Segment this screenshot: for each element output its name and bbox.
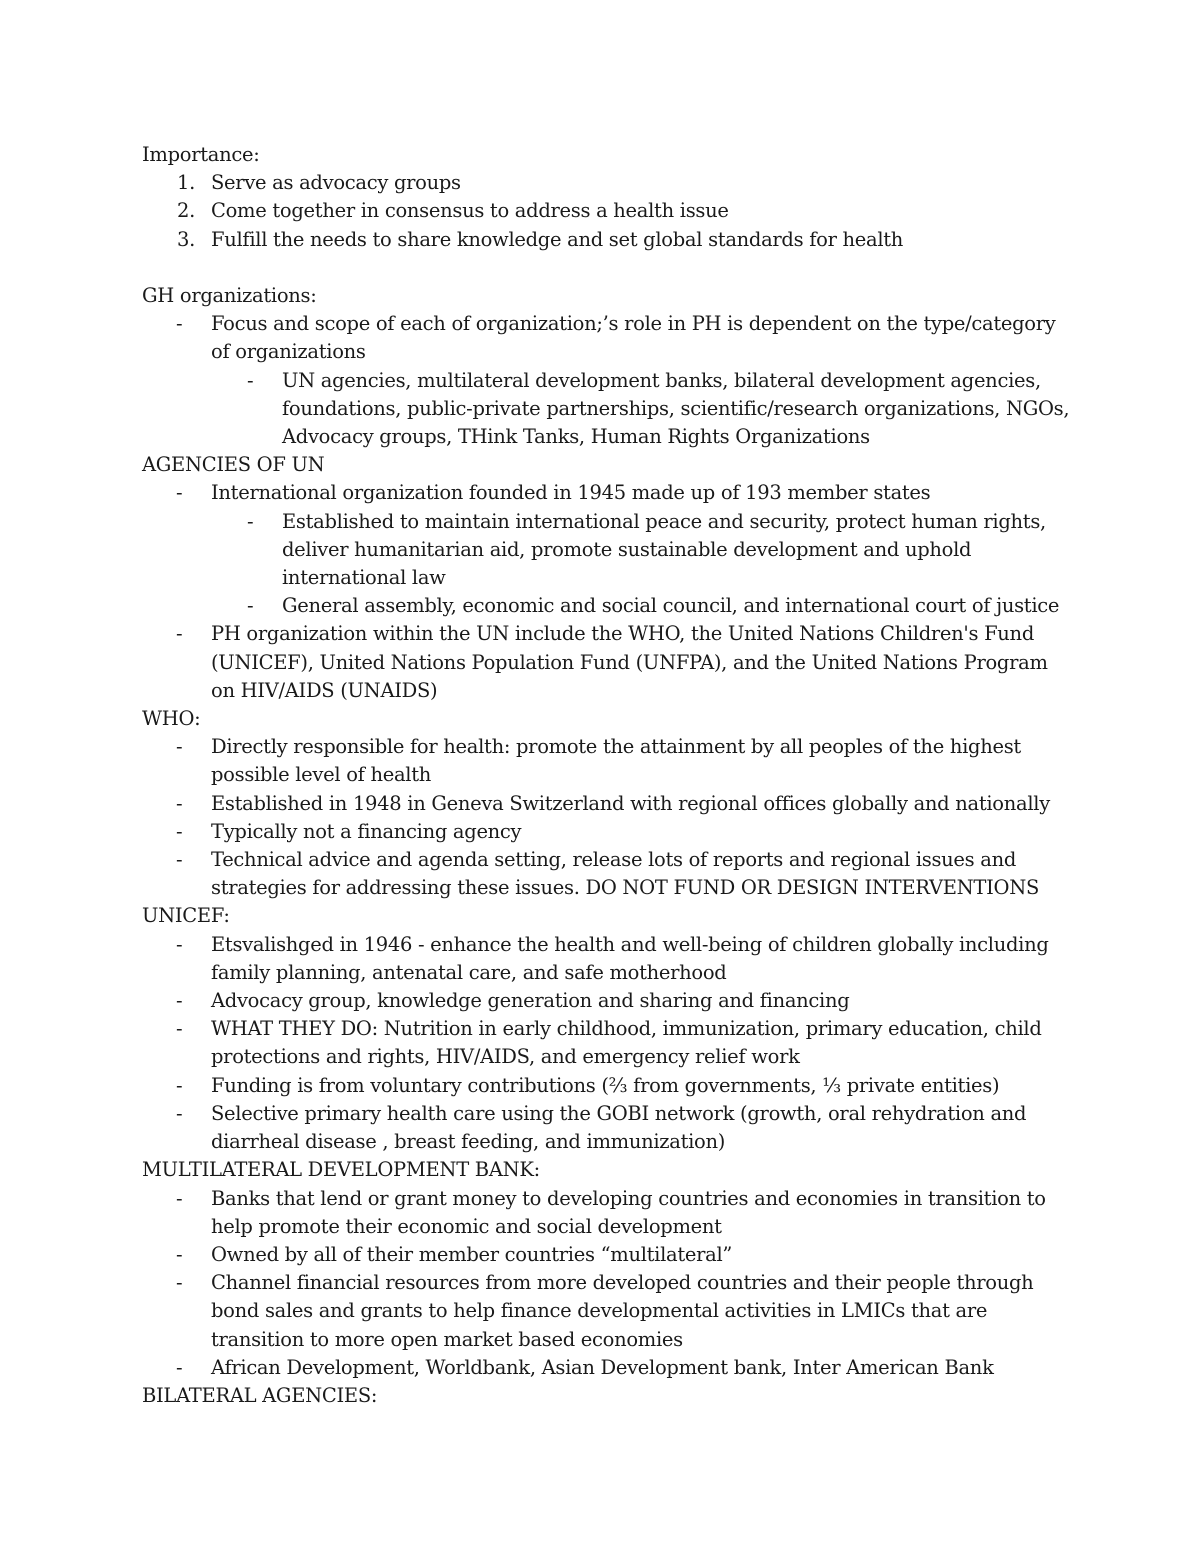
numbered-item bbox=[142, 197, 1072, 225]
bullet-item bbox=[142, 733, 1072, 789]
dash-bullet: - bbox=[176, 819, 183, 843]
section-heading-importance: Importance: bbox=[142, 143, 260, 166]
numbered-item bbox=[142, 169, 1072, 197]
item-text: Established in 1948 in Geneva Switzerland with regional offices globally and nationally bbox=[211, 791, 1050, 815]
item-text: WHAT THEY DO: Nutrition in early childhood, immunization, primary education, child protections and rights, HIV/AIDS, and emergency relief work bbox=[211, 1017, 1042, 1069]
dash-bullet: - bbox=[176, 1271, 183, 1295]
document-body bbox=[142, 141, 1072, 1410]
list-number: 2. bbox=[177, 199, 196, 223]
bullet-item bbox=[142, 1072, 1072, 1100]
item-text: Come together in consensus to address a health issue bbox=[211, 199, 729, 223]
dash-bullet: - bbox=[176, 1186, 183, 1210]
numbered-item bbox=[142, 226, 1072, 254]
item-text: General assembly, economic and social council, and international court of justice bbox=[282, 594, 1060, 618]
dash-bullet: - bbox=[176, 932, 183, 956]
dash-bullet: - bbox=[176, 989, 183, 1013]
list-number: 3. bbox=[177, 227, 196, 251]
section-heading-unicef: UNICEF: bbox=[142, 904, 230, 928]
dash-bullet: - bbox=[176, 735, 183, 759]
item-text: African Development, Worldbank, Asian Development bank, Inter American Bank bbox=[211, 1355, 994, 1379]
item-text: Fulfill the needs to share knowledge and set global standards for health bbox=[211, 227, 904, 251]
item-text: Banks that lend or grant money to developing countries and economies in transition to help promote their economic and social development bbox=[211, 1186, 1046, 1238]
bullet-item bbox=[142, 620, 1072, 705]
sub-bullet-item bbox=[142, 592, 1072, 620]
gh-organizations-list bbox=[142, 310, 1072, 451]
item-text: Etsvalishged in 1946 - enhance the health and well-being of children globally including family planning, antenatal care, and safe motherhood bbox=[211, 932, 1049, 984]
item-text: Typically not a financing agency bbox=[211, 819, 522, 843]
bullet-item bbox=[142, 310, 1072, 366]
bullet-item bbox=[142, 1185, 1072, 1241]
unicef-list bbox=[142, 931, 1072, 1157]
bullet-item bbox=[142, 846, 1072, 902]
bullet-item bbox=[142, 987, 1072, 1015]
section-heading-gh-organizations: GH organizations: bbox=[142, 284, 317, 307]
item-text: Technical advice and agenda setting, release lots of reports and regional issues and strategies for addressing these issues. DO NOT FUND OR DESIGN INTERVENTIONS bbox=[211, 848, 1040, 900]
bullet-item bbox=[142, 1269, 1072, 1354]
section-heading-multilateral-development-bank: MULTILATERAL DEVELOPMENT BANK: bbox=[142, 1158, 540, 1182]
dash-bullet: - bbox=[176, 791, 183, 815]
bullet-item bbox=[142, 479, 1072, 507]
section-heading-who: WHO: bbox=[142, 707, 201, 731]
dash-bullet: - bbox=[176, 1017, 183, 1041]
item-text: Established to maintain international peace and security, protect human rights, deliver humanitarian aid, promote sustainable development and uphold international law bbox=[282, 509, 1046, 590]
item-text: Focus and scope of each of organization;’s role in PH is dependent on the type/category of organizations bbox=[211, 312, 1056, 364]
sub-bullet-item bbox=[142, 367, 1072, 452]
section-heading-agencies-of-un: AGENCIES OF UN bbox=[142, 453, 325, 477]
item-text: UN agencies, multilateral development banks, bilateral development agencies, foundations, public-private partnerships, scientific/research organizations, NGOs, Advocacy groups, THink Tanks, Human Rights Organizations bbox=[282, 368, 1070, 449]
bullet-item bbox=[142, 1100, 1072, 1156]
dash-bullet: - bbox=[176, 1355, 183, 1379]
bullet-item bbox=[142, 1241, 1072, 1269]
dash-bullet: - bbox=[247, 509, 254, 533]
dash-bullet: - bbox=[176, 312, 183, 336]
who-list bbox=[142, 733, 1072, 902]
bullet-item bbox=[142, 1015, 1072, 1071]
un-list bbox=[142, 479, 1072, 705]
item-text: International organization founded in 1945 made up of 193 member states bbox=[211, 481, 931, 505]
dash-bullet: - bbox=[247, 368, 254, 392]
item-text: PH organization within the UN include the WHO, the United Nations Children's Fund (UNICEF), United Nations Population Fund (UNFPA), and the United Nations Program on HIV/AIDS (UNAIDS) bbox=[211, 622, 1048, 702]
item-text: Funding is from voluntary contributions (⅔ from governments, ⅓ private entities) bbox=[211, 1073, 1000, 1097]
item-text: Directly responsible for health: promote the attainment by all peoples of the highest possible level of health bbox=[211, 735, 1021, 787]
dash-bullet: - bbox=[176, 1073, 183, 1097]
item-text: Serve as advocacy groups bbox=[211, 171, 461, 195]
bullet-item bbox=[142, 931, 1072, 987]
dash-bullet: - bbox=[247, 594, 254, 618]
item-text: Selective primary health care using the GOBI network (growth, oral rehydration and diarrheal disease , breast feeding, and immunization) bbox=[211, 1101, 1027, 1154]
blank-line bbox=[142, 254, 1072, 282]
bullet-item bbox=[142, 790, 1072, 818]
item-text: Advocacy group, knowledge generation and sharing and financing bbox=[211, 989, 850, 1013]
dash-bullet: - bbox=[176, 848, 183, 872]
bullet-item bbox=[142, 818, 1072, 846]
importance-list bbox=[142, 169, 1072, 254]
dash-bullet: - bbox=[176, 622, 183, 646]
item-text: Channel financial resources from more developed countries and their people through bond sales and grants to help finance developmental activities in LMICs that are transition to more open market based economies bbox=[211, 1271, 1034, 1351]
dash-bullet: - bbox=[176, 481, 183, 505]
section-heading-bilateral-agencies: BILATERAL AGENCIES: bbox=[142, 1383, 378, 1407]
bullet-item bbox=[142, 1354, 1072, 1382]
item-text: Owned by all of their member countries “multilateral” bbox=[211, 1242, 733, 1266]
sub-bullet-item bbox=[142, 508, 1072, 593]
dash-bullet: - bbox=[176, 1101, 183, 1125]
mdb-list bbox=[142, 1185, 1072, 1382]
dash-bullet: - bbox=[176, 1242, 183, 1266]
list-number: 1. bbox=[177, 171, 196, 195]
